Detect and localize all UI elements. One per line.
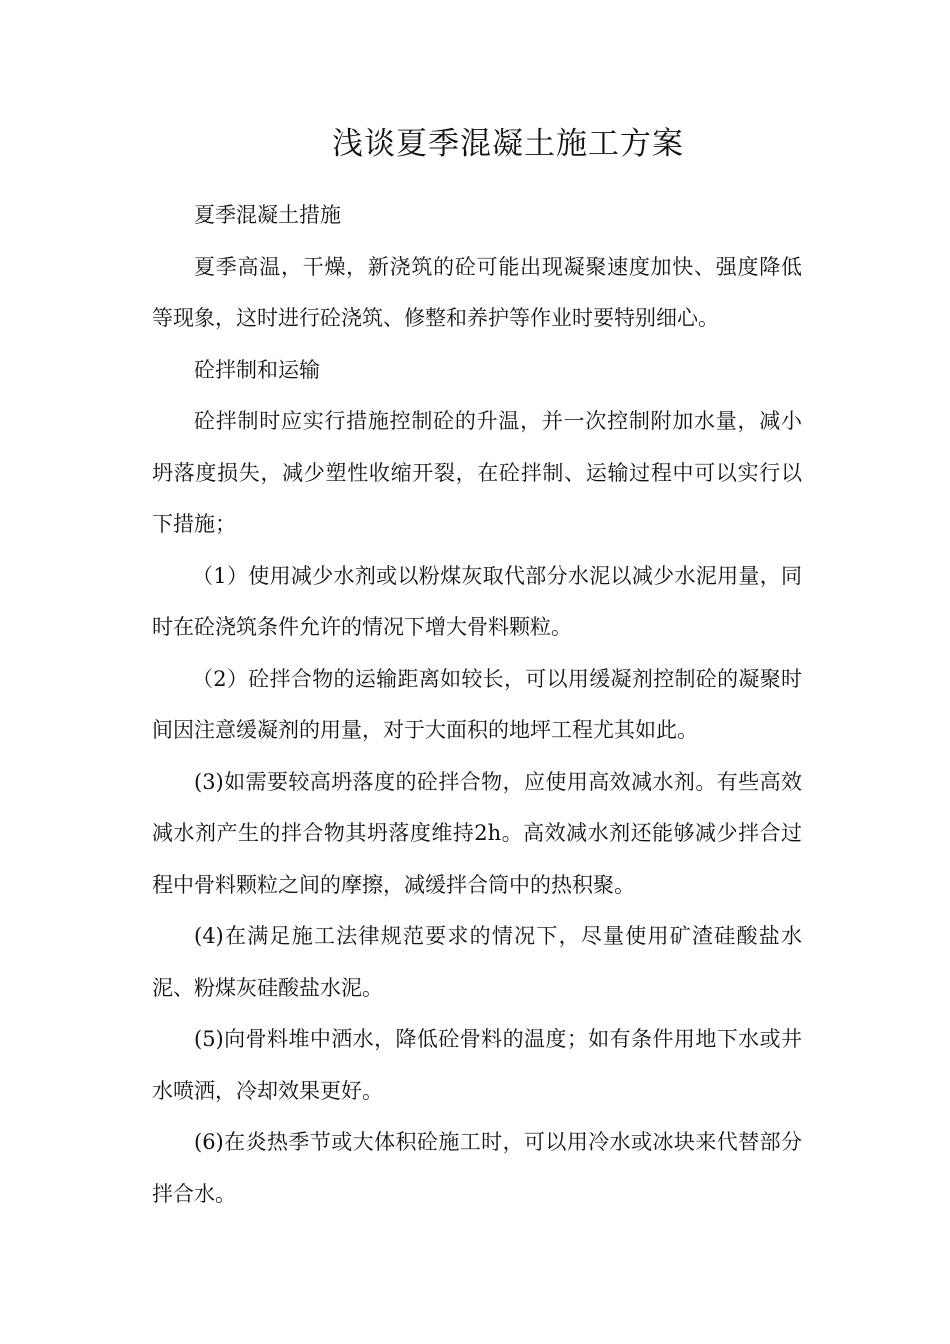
paragraph-heading-mixing-transport: 砼拌制和运输 xyxy=(194,357,320,382)
list-item-2: （2）砼拌合物的运输距离如较长，可以用缓凝剂控制砼的凝聚时间因注意缓凝剂的用量，对于大面积的地坪工程尤其如此。 xyxy=(152,666,802,742)
paragraph-mixing-measures: 砼拌制时应实行措施控制砼的升温，并一次控制附加水量，减小坍落度损失，减少塑性收缩开裂，在砼拌制、运输过程中可以实行以下措施； xyxy=(152,409,802,536)
list-item-1: （1）使用减少水剂或以粉煤灰取代部分水泥以减少水泥用量，同时在砼浇筑条件允许的情况下增大骨料颗粒。 xyxy=(152,563,802,639)
list-item-4: (4)在满足施工法律规范要求的情况下，尽量使用矿渣硅酸盐水泥、粉煤灰硅酸盐水泥。 xyxy=(152,924,802,1000)
paragraph-heading-summer-measures: 夏季混凝土措施 xyxy=(194,203,341,227)
paragraph-summer-conditions: 夏季高温，干燥，新浇筑的砼可能出现凝聚速度加快、强度降低等现象，这时进行砼浇筑、修整和养护等作业时要特别细心。 xyxy=(152,254,802,330)
list-item-3: (3)如需要较高坍落度的砼拌合物，应使用高效减水剂。有些高效减水剂产生的拌合物其坍落度维持2h。高效减水剂还能够减少拌合过程中骨料颗粒之间的摩擦，减缓拌合筒中的热积聚。 xyxy=(152,769,802,897)
list-item-5: (5)向骨料堆中洒水，降低砼骨料的温度；如有条件用地下水或井水喷洒，冷却效果更好。 xyxy=(152,1027,802,1103)
list-item-6: (6)在炎热季节或大体积砼施工时，可以用冷水或冰块来代替部分拌合水。 xyxy=(152,1130,802,1206)
document-title: 浅谈夏季混凝土施工方案 xyxy=(332,126,684,162)
document-body xyxy=(152,190,802,1220)
